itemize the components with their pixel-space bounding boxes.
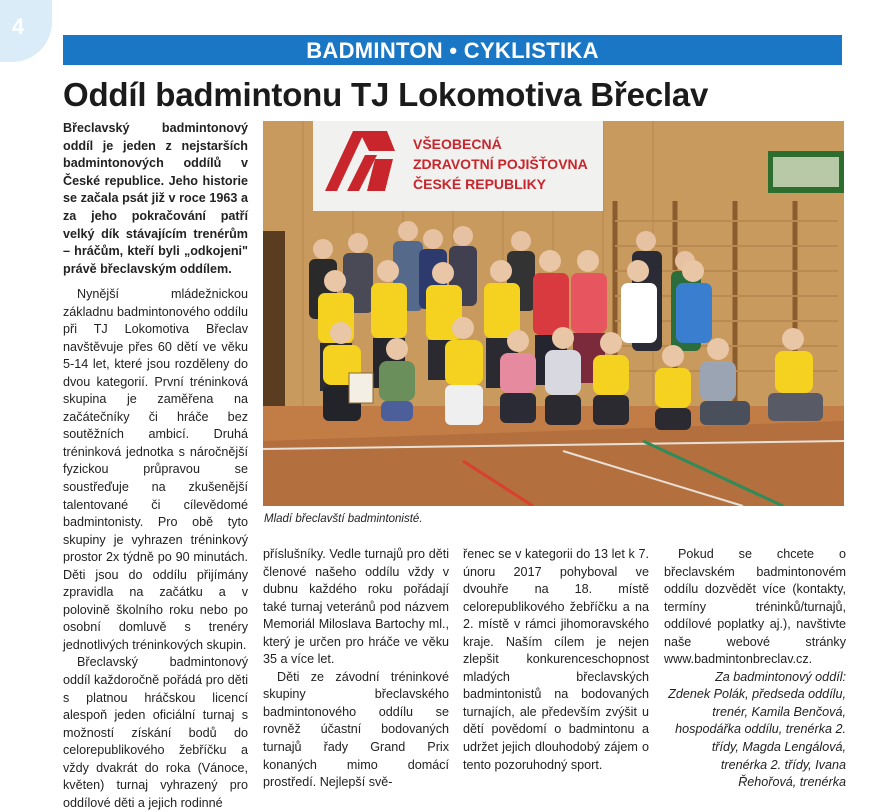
signature-block bbox=[664, 669, 846, 792]
text-column-3 bbox=[463, 546, 649, 774]
paragraph: Nynější mládežnickou základnu badmintonového oddílu při TJ Lokomotiva Břeclav navštěvuje přes 60 dětí ve věku 5-14 let, které jsou rozděleny do dvou kategorií. První tréninková skupina je zaměřena na začátečníky či hráče bez soutěžních ambicí. Druhá tréninková jednotka s náročnější fyzickou průpravou se soustřeďuje na zkušenější talentované či cílevědomé badmintonisty. Pro obě tyto skupiny je vyhrazen tréninkový prostor 2x týdně po 90 minutách. Děti jsou do oddílu přijímány zpravidla na začátku a v polovině školního roku nebo po osobní domluvě s trenéry jednotlivých tréninkových skupin. bbox=[63, 287, 248, 652]
paragraph: Děti ze závodní tréninkové skupiny břeclavského badmintonového oddílu se rovněž účastní bodovaných turnajů řady Grand Prix konaných mimo domácí prostředí. Nejlepší svě- bbox=[263, 669, 449, 790]
team-photo bbox=[263, 121, 844, 506]
team-photo-illustration bbox=[263, 121, 844, 506]
paragraph: řenec se v kategorii do 13 let k 7. únoru 2017 pohyboval ve dvouhře na 18. místě celorepublikového žebříčku a na 2. místě v rámci jihomoravského kraje. Naším cílem je nejen zlepšit konkurenceschopnost mladých břeclavských badmintonistů na bodovaných turnajích, ale především zvýšit u dětí povědomí o badmintonu a udržet jejich dlouhodobý zájem o tento pozoruhodný sport. bbox=[463, 547, 649, 772]
photo-banner-line-1: VŠEOBECNÁ bbox=[413, 136, 502, 152]
section-banner: BADMINTON • CYKLISTIKA bbox=[63, 35, 842, 65]
text-column-2 bbox=[263, 546, 449, 792]
page-number-tab bbox=[0, 0, 52, 62]
paragraph: příslušníky. Vedle turnajů pro děti členové našeho oddílu vždy v dubnu každého roku pořádají také turnaj veteránů pod názvem Memoriál Miloslava Bartochy ml., který je určen pro hráče ve věku 35 a více let. bbox=[263, 547, 449, 667]
photo-banner-line-2: ZDRAVOTNÍ POJIŠŤOVNA bbox=[413, 156, 588, 172]
article-intro: Břeclavský badmintonový oddíl je jeden z nejstarších badmintonových oddílů v České republice. Jeho historie se začala psát již v roce 1963 a za jeho pokračování patří velký dík stávajícím trenérům – hráčům, kteří byli „odkojeni" právě břeclavským oddílem. bbox=[63, 121, 248, 276]
signature-names: Zdenek Polák, předseda oddílu, trenér, Kamila Benčová, hospodářka oddílu, trenérka 2. třídy, Magda Lengálová, trenérka 2. třídy, Ivana Řehořová, trenérka bbox=[668, 687, 846, 790]
paragraph: Břeclavský badmintonový oddíl každoročně pořádá pro děti s platnou hráčskou licencí alespoň jeden oficiální turnaj s možností získání bodů do celorepublikového žebříčku a vždy dvakrát do roka (Vánoce, květen) turnaj vyhrazený pro oddílové děti a jejich rodinné bbox=[63, 655, 248, 810]
photo-banner-line-3: ČESKÉ REPUBLIKY bbox=[413, 176, 547, 192]
text-column-4 bbox=[664, 546, 846, 792]
article-headline: Oddíl badmintonu TJ Lokomotiva Břeclav bbox=[63, 76, 709, 113]
paragraph: Pokud se chcete o břeclavském badmintonovém oddílu dozvědět více (kontakty, termíny tréninků/turnajů, oddílové poplatky aj.), navštivte naše webové stránky www.badmintonbreclav.cz. bbox=[664, 547, 846, 667]
text-column-1 bbox=[63, 286, 248, 812]
photo-caption: Mladí břeclavští badmintonisté. bbox=[264, 513, 423, 525]
page-number: 4 bbox=[12, 14, 25, 39]
signature-heading: Za badmintonový oddíl: bbox=[715, 669, 846, 684]
